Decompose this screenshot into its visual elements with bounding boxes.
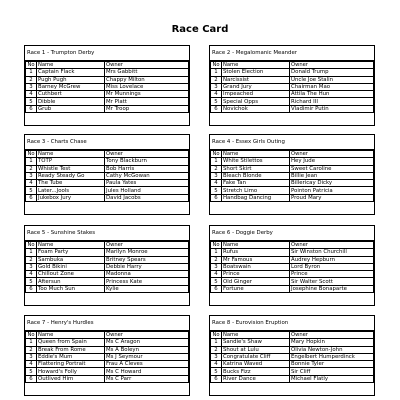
runner-owner: Princess Kate — [105, 278, 189, 285]
table-row — [211, 165, 374, 172]
column-header-owner: Owner — [290, 62, 374, 69]
race-panel — [209, 45, 375, 126]
runner-number: 6 — [211, 105, 222, 112]
table-row — [26, 263, 189, 270]
runner-name: Rufus — [222, 249, 290, 256]
runner-number: 3 — [211, 263, 222, 270]
race-panel — [24, 134, 190, 215]
runner-name: White Stilettos — [222, 158, 290, 165]
column-header-owner: Owner — [290, 332, 374, 339]
runner-name: Impeached — [222, 91, 290, 98]
runner-owner: Prince — [290, 271, 374, 278]
runner-name: Captain Flack — [37, 69, 105, 76]
runner-name: Old Ginger — [222, 278, 290, 285]
runner-name: Sambuka — [37, 256, 105, 263]
race-heading: Race 8 - Eurovision Eruption — [210, 316, 374, 331]
runners-table — [25, 61, 189, 113]
table-row — [26, 249, 189, 256]
runner-owner: Britney Spears — [105, 256, 189, 263]
table-row — [26, 368, 189, 375]
table-row — [26, 158, 189, 165]
runner-number: 5 — [26, 278, 37, 285]
table-row — [26, 76, 189, 83]
runner-name: Stolen Election — [222, 69, 290, 76]
table-header-row — [211, 151, 374, 158]
runners-table — [25, 150, 189, 202]
runner-number: 3 — [211, 353, 222, 360]
runner-owner: Attila The Hun — [290, 91, 374, 98]
table-row — [26, 83, 189, 90]
column-header-no: No — [27, 332, 35, 339]
column-header-owner: Owner — [105, 151, 189, 158]
runner-number: 3 — [26, 353, 37, 360]
table-header-row — [26, 332, 189, 339]
table-row — [211, 249, 374, 256]
runner-owner: Hey Jude — [290, 158, 374, 165]
runner-owner: Ms A Boleyn — [105, 346, 189, 353]
runner-owner: Ms C Howard — [105, 368, 189, 375]
runner-number: 2 — [26, 256, 37, 263]
table-row — [211, 76, 374, 83]
runner-number: 6 — [26, 375, 37, 382]
table-row — [26, 285, 189, 292]
column-header-name: Name — [37, 62, 105, 69]
panel-spacer — [25, 113, 189, 125]
table-row — [26, 172, 189, 179]
runner-owner: Miss Lovelace — [105, 83, 189, 90]
runner-name: TOTP — [37, 158, 105, 165]
table-row — [26, 105, 189, 112]
runner-number: 5 — [211, 368, 222, 375]
table-row — [211, 105, 374, 112]
runner-number: 5 — [211, 278, 222, 285]
runner-number: 5 — [26, 98, 37, 105]
runner-owner: Bonnie Tyler — [290, 361, 374, 368]
column-header-name: Name — [222, 151, 290, 158]
runner-number: 6 — [211, 375, 222, 382]
table-row — [211, 158, 374, 165]
race-heading: Race 3 - Charts Chase — [25, 135, 189, 150]
runners-table — [25, 241, 189, 293]
runner-name: Handbag Dancing — [222, 194, 290, 201]
runner-name: Jukebox Jury — [37, 194, 105, 201]
column-header-name: Name — [222, 332, 290, 339]
runner-name: Outlived Him — [37, 375, 105, 382]
runner-owner: Richard III — [290, 98, 374, 105]
runner-name: Pugh Pugh — [37, 76, 105, 83]
runner-number: 2 — [211, 165, 222, 172]
runner-owner: Uncle Joe Stalin — [290, 76, 374, 83]
runner-owner: Engelbert Humperdinck — [290, 353, 374, 360]
race-heading: Race 5 - Sunshine Stakes — [25, 226, 189, 241]
table-row — [211, 375, 374, 382]
column-header-owner: Owner — [290, 151, 374, 158]
table-row — [211, 368, 374, 375]
column-header-name: Name — [37, 151, 105, 158]
table-row — [211, 263, 374, 270]
table-row — [26, 339, 189, 346]
runner-name: Narcissist — [222, 76, 290, 83]
runners-table — [210, 241, 374, 293]
runner-name: The Tube — [37, 180, 105, 187]
runner-number: 6 — [211, 194, 222, 201]
table-row — [26, 69, 189, 76]
runner-owner: Kylie — [105, 285, 189, 292]
runners-table — [210, 61, 374, 113]
runner-owner: Jules Holland — [105, 187, 189, 194]
runner-owner: Audrey Hepburn — [290, 256, 374, 263]
table-row — [211, 180, 374, 187]
race-heading: Race 2 - Megalomanic Meander — [210, 46, 374, 61]
runner-owner: Cathy McGowan — [105, 172, 189, 179]
table-row — [26, 98, 189, 105]
runner-owner: Vladimir Putin — [290, 105, 374, 112]
runner-number: 5 — [211, 187, 222, 194]
table-row — [211, 271, 374, 278]
column-header-owner: Owner — [105, 62, 189, 69]
runner-owner: Tony Blackburn — [105, 158, 189, 165]
runner-number: 6 — [26, 285, 37, 292]
runner-number: 1 — [211, 158, 222, 165]
runner-owner: Paula Yates — [105, 180, 189, 187]
runner-number: 6 — [26, 194, 37, 201]
runner-owner: Michael Flatly — [290, 375, 374, 382]
runner-number: 1 — [26, 249, 37, 256]
column-header-name: Name — [222, 242, 290, 249]
table-row — [211, 83, 374, 90]
column-header-no: No — [27, 151, 35, 158]
table-row — [26, 278, 189, 285]
runner-number: 2 — [211, 346, 222, 353]
column-header-no: No — [27, 62, 35, 69]
runner-number: 2 — [26, 165, 37, 172]
runner-name: Sandie's Shaw — [222, 339, 290, 346]
table-row — [211, 353, 374, 360]
runner-number: 3 — [211, 172, 222, 179]
runner-owner: Sir Walter Scott — [290, 278, 374, 285]
table-row — [211, 346, 374, 353]
runner-owner: Sir Winston Churchill — [290, 249, 374, 256]
runner-number: 2 — [211, 76, 222, 83]
race-panel — [209, 134, 375, 215]
runner-number: 1 — [26, 339, 37, 346]
runner-name: Cuthbert — [37, 91, 105, 98]
race-panel — [24, 315, 190, 396]
runner-owner: Ms J Seymour — [105, 353, 189, 360]
table-row — [26, 91, 189, 98]
runner-number: 4 — [26, 271, 37, 278]
runner-owner: Olivia Newton-John — [290, 346, 374, 353]
column-header-name: Name — [37, 242, 105, 249]
runner-number: 3 — [211, 83, 222, 90]
runner-number: 5 — [26, 187, 37, 194]
column-header-no: No — [212, 332, 220, 339]
runner-owner: Sweet Caroline — [290, 165, 374, 172]
runner-number: 4 — [211, 271, 222, 278]
runner-name: Grand Jury — [222, 83, 290, 90]
table-row — [26, 353, 189, 360]
table-row — [26, 361, 189, 368]
runner-name: Novichok — [222, 105, 290, 112]
runner-owner: Billericay Dicky — [290, 180, 374, 187]
runner-name: Mr Famous — [222, 256, 290, 263]
table-header-row — [26, 62, 189, 69]
table-row — [211, 187, 374, 194]
runner-number: 6 — [211, 285, 222, 292]
table-header-row — [211, 332, 374, 339]
runner-number: 2 — [26, 346, 37, 353]
runner-owner: Lord Byron — [290, 263, 374, 270]
runner-name: Howard's Folly — [37, 368, 105, 375]
panel-spacer — [210, 293, 374, 305]
column-header-no: No — [212, 242, 220, 249]
runner-owner: Billie Jean — [290, 172, 374, 179]
runner-number: 1 — [211, 249, 222, 256]
table-row — [211, 285, 374, 292]
runner-number: 5 — [26, 368, 37, 375]
race-heading: Race 4 - Essex Girls Outing — [210, 135, 374, 150]
table-header-row — [26, 242, 189, 249]
runner-number: 4 — [211, 91, 222, 98]
column-header-name: Name — [222, 62, 290, 69]
column-header-no: No — [212, 151, 220, 158]
race-heading: Race 7 - Henry's Hurdles — [25, 316, 189, 331]
runner-number: 6 — [26, 105, 37, 112]
runner-name: Barney McGrew — [37, 83, 105, 90]
table-row — [26, 194, 189, 201]
runner-name: Dibble — [37, 98, 105, 105]
table-header-row — [211, 242, 374, 249]
table-header-row — [211, 62, 374, 69]
runner-number: 4 — [211, 361, 222, 368]
runner-number: 3 — [26, 263, 37, 270]
runner-name: Flattering Portrait — [37, 361, 105, 368]
runner-name: Fake Tan — [222, 180, 290, 187]
column-header-owner: Owner — [105, 242, 189, 249]
table-row — [26, 271, 189, 278]
column-header-owner: Owner — [290, 242, 374, 249]
runner-owner: Ms C Aragon — [105, 339, 189, 346]
runner-owner: Chairman Mao — [290, 83, 374, 90]
panel-spacer — [210, 202, 374, 214]
runner-owner: Donald Trump — [290, 69, 374, 76]
race-panel — [24, 225, 190, 306]
race-panel — [209, 225, 375, 306]
race-panel — [24, 45, 190, 126]
runner-name: Chillout Zone — [37, 271, 105, 278]
race-panel — [209, 315, 375, 396]
runner-number: 1 — [211, 69, 222, 76]
runner-owner: Mr Platt — [105, 98, 189, 105]
panel-spacer — [25, 383, 189, 395]
runner-number: 4 — [26, 361, 37, 368]
runner-owner: Mrs Gabbitt — [105, 69, 189, 76]
runner-owner: Madonna — [105, 271, 189, 278]
runner-owner: Ms C Parr — [105, 375, 189, 382]
table-row — [211, 339, 374, 346]
runner-owner: Josephine Bonaparte — [290, 285, 374, 292]
runner-owner: David Jacobs — [105, 194, 189, 201]
table-row — [26, 187, 189, 194]
runner-number: 1 — [26, 158, 37, 165]
runner-name: Bucks Fizz — [222, 368, 290, 375]
race-heading: Race 1 - Trumpton Derby — [25, 46, 189, 61]
runner-owner: Marilyn Monroe — [105, 249, 189, 256]
panel-spacer — [25, 293, 189, 305]
runner-name: Ready Steady Go — [37, 172, 105, 179]
table-row — [211, 172, 374, 179]
table-row — [211, 256, 374, 263]
panel-spacer — [210, 383, 374, 395]
table-row — [211, 69, 374, 76]
table-row — [26, 375, 189, 382]
runner-owner: Mr Troop — [105, 105, 189, 112]
column-header-no: No — [27, 242, 35, 249]
runner-name: Stretch Limo — [222, 187, 290, 194]
table-row — [26, 346, 189, 353]
runner-name: Grub — [37, 105, 105, 112]
race-heading: Race 6 - Doggie Derby — [210, 226, 374, 241]
runner-number: 1 — [211, 339, 222, 346]
runner-name: Gold Bikini — [37, 263, 105, 270]
runner-number: 3 — [26, 83, 37, 90]
column-header-name: Name — [37, 332, 105, 339]
table-row — [26, 180, 189, 187]
runner-owner: Sir Cliff — [290, 368, 374, 375]
runner-owner: Mary Hopkin — [290, 339, 374, 346]
runner-name: Foam Party — [37, 249, 105, 256]
column-header-no: No — [212, 62, 220, 69]
runner-number: 1 — [26, 69, 37, 76]
table-row — [211, 194, 374, 201]
runner-name: River Dance — [222, 375, 290, 382]
runner-name: Congratulate Cliff — [222, 353, 290, 360]
table-header-row — [26, 151, 189, 158]
runner-name: Eddie's Mum — [37, 353, 105, 360]
table-row — [26, 256, 189, 263]
page-title: Race Card — [171, 24, 229, 35]
runner-number: 4 — [26, 91, 37, 98]
runners-table — [210, 331, 374, 383]
runner-name: Bleach Blonde — [222, 172, 290, 179]
table-row — [211, 91, 374, 98]
table-row — [211, 361, 374, 368]
runner-name: Break From Rome — [37, 346, 105, 353]
table-row — [211, 278, 374, 285]
runner-name: Later...Jools — [37, 187, 105, 194]
runner-number: 2 — [26, 76, 37, 83]
runner-name: Whistle Test — [37, 165, 105, 172]
runner-name: Aftersun — [37, 278, 105, 285]
runner-name: Too Much Sun — [37, 285, 105, 292]
runner-number: 5 — [211, 98, 222, 105]
runner-name: Short Skirt — [222, 165, 290, 172]
runner-name: Fortune — [222, 285, 290, 292]
runner-number: 3 — [26, 172, 37, 179]
runner-number: 4 — [26, 180, 37, 187]
runner-name: Shout at Lulu — [222, 346, 290, 353]
panel-spacer — [25, 202, 189, 214]
runner-owner: Chappy Milton — [105, 76, 189, 83]
runners-table — [210, 150, 374, 202]
runner-name: Special Opps — [222, 98, 290, 105]
runner-owner: Pointon Patricia — [290, 187, 374, 194]
runner-number: 2 — [211, 256, 222, 263]
runner-name: Katrina Waved — [222, 361, 290, 368]
column-header-owner: Owner — [105, 332, 189, 339]
runner-owner: Mr Munnings — [105, 91, 189, 98]
table-row — [26, 165, 189, 172]
runner-name: Queen from Spain — [37, 339, 105, 346]
runner-owner: Proud Mary — [290, 194, 374, 201]
panel-spacer — [210, 113, 374, 125]
runners-table — [25, 331, 189, 383]
runner-owner: Bob Harris — [105, 165, 189, 172]
runner-number: 4 — [211, 180, 222, 187]
table-row — [211, 98, 374, 105]
runner-owner: Frau A Cleves — [105, 361, 189, 368]
runner-name: Boatswain — [222, 263, 290, 270]
runner-name: Prince — [222, 271, 290, 278]
runner-owner: Debbie Harry — [105, 263, 189, 270]
